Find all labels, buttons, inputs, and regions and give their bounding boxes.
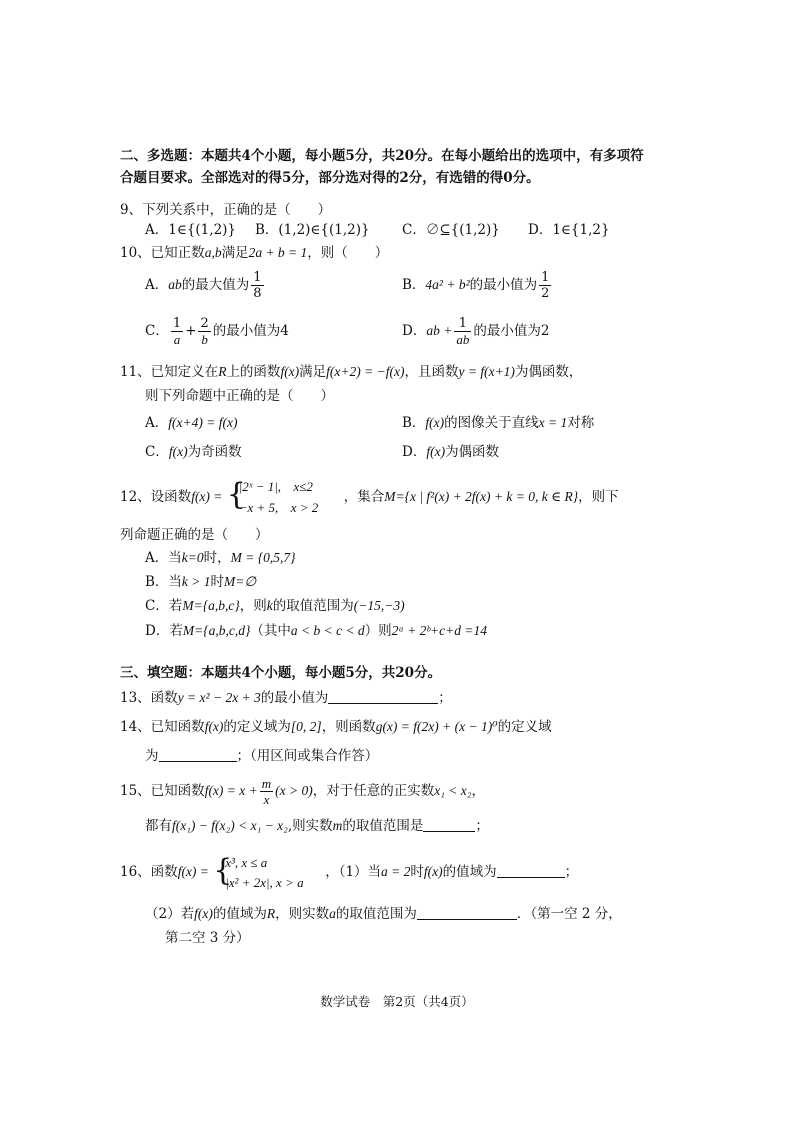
question-12-option-c: C．若M={a,b,c}，则k的取值范围为(−15,−3): [145, 598, 405, 614]
question-9-stem: 9、下列关系中，正确的是（ ）: [120, 202, 332, 218]
question-11-stem: 11、已知定义在R上的函数f(x)满足f(x+2) = −f(x)，且函数y = f(x+1)为偶函数，: [120, 364, 583, 380]
question-11-option-c: C．f(x)为奇函数: [145, 444, 242, 460]
question-9-option-a: A．1∈{(1,2)}: [145, 222, 237, 238]
left-brace-icon: {: [226, 476, 246, 512]
page-footer: 数学试卷 第2页（共4页）: [320, 994, 474, 1009]
fraction: $\frac{1}{8}$: [253, 270, 262, 301]
question-12-option-a: A．当k=0时，M = {0,5,7}: [145, 550, 296, 566]
question-13: 13、函数y = x² − 2x + 3的最小值为 ；: [120, 690, 452, 706]
fraction: $\frac{m}{x}$: [261, 776, 272, 807]
question-9-option-b: B．(1,2)∈{(1,2)}: [255, 222, 370, 238]
question-10-option-d: D．ab + $\frac{1}{ab}$ 的最小值为2: [402, 316, 550, 347]
question-10-option-c: C． $\frac{1}{a}$ + $\frac{2}{b}$ 的最小值为4: [145, 316, 289, 347]
question-11-option-b: B．f(x)的图像关于直线x = 1对称: [402, 415, 595, 431]
question-16-line-2: （2）若f(x)的值域为R，则实数a的取值范围为 ．（第一空 2 分，: [145, 906, 622, 922]
answer-blank[interactable]: [328, 689, 438, 704]
question-14-line-2: 为 ；（用区间或集合作答）: [145, 748, 379, 764]
section-3-heading: 三、填空题：本题共4个小题，每小题5分，共20分。: [120, 665, 442, 681]
question-12-option-d: D．若M={a,b,c,d}（其中a < b < c < d）则2ᵃ + 2ᵇ+c+d =14: [145, 623, 488, 639]
question-11-stem-line-2: 则下列命题中正确的是（ ）: [145, 388, 334, 404]
question-16: 16、函数f(x) = { x³, x ≤ a |x² + 2x|, x > a ，（1）当a = 2时f(x)的值域为 ；: [120, 846, 578, 898]
question-14: 14、已知函数f(x)的定义域为[0, 2]，则函数g(x) = f(2x) + (x − 1)⁰的定义域: [120, 719, 552, 735]
fraction: $\frac{2}{b}$: [200, 316, 209, 347]
question-16-line-3: 第二空 3 分）: [165, 930, 250, 946]
piecewise-function: { x³, x ≤ a |x² + 2x|, x > a: [213, 853, 325, 893]
answer-blank[interactable]: [159, 747, 237, 762]
question-9-option-c: C．∅⊆{(1,2)}: [402, 222, 500, 238]
question-9-option-d: D．1∈{1,2}: [528, 222, 610, 238]
fraction: $\frac{1}{2}$: [541, 270, 550, 301]
fraction: $\frac{1}{ab}$: [456, 316, 470, 347]
question-11-option-d: D．f(x)为偶函数: [402, 444, 500, 460]
answer-blank[interactable]: [423, 817, 475, 832]
answer-blank[interactable]: [497, 863, 565, 878]
question-10-option-b: B．4a² + b²的最小值为 $\frac{1}{2}$: [402, 270, 550, 301]
section-2-heading-line-2: 合题目要求。全部选对的得5分，部分选对得的2分，有选错的得0分。: [120, 170, 540, 186]
question-11-option-a: A．f(x+4) = f(x): [145, 415, 238, 431]
section-2-heading-line-1: 二、多选题：本题共4个小题，每小题5分，共20分。在每小题给出的选项中，有多项符: [120, 148, 644, 164]
question-15-line-2: 都有f(x₁) − f(x₂) < x₁ − x₂,则实数m的取值范围是 ；: [145, 818, 489, 834]
question-12-option-b: B．当k > 1时M=∅: [145, 574, 257, 590]
question-15: 15、已知函数f(x) = x + $\frac{m}{x}$ (x > 0)，对于任意的正实数x₁ < x₂，: [120, 776, 485, 807]
answer-blank[interactable]: [417, 905, 517, 920]
question-10-stem: 10、已知正数a,b满足2a + b = 1，则（ ）: [120, 245, 389, 261]
piecewise-function: { |2ˣ − 1|, x≤2 −x + 5, x > 2: [227, 477, 344, 519]
fraction: $\frac{1}{a}$: [172, 316, 182, 347]
question-12-stem-line-2: 列命题正确的是（ ）: [120, 527, 269, 543]
question-10-option-a: A．ab的最大值为 $\frac{1}{8}$: [145, 270, 262, 301]
question-12-stem: 12、设函数f(x) = { |2ˣ − 1|, x≤2 −x + 5, x > 2 ，集合M={x | f²(x) + 2f(x) + k = 0, k ∈ R}，则下: [120, 471, 619, 523]
left-brace-icon: {: [213, 852, 233, 888]
